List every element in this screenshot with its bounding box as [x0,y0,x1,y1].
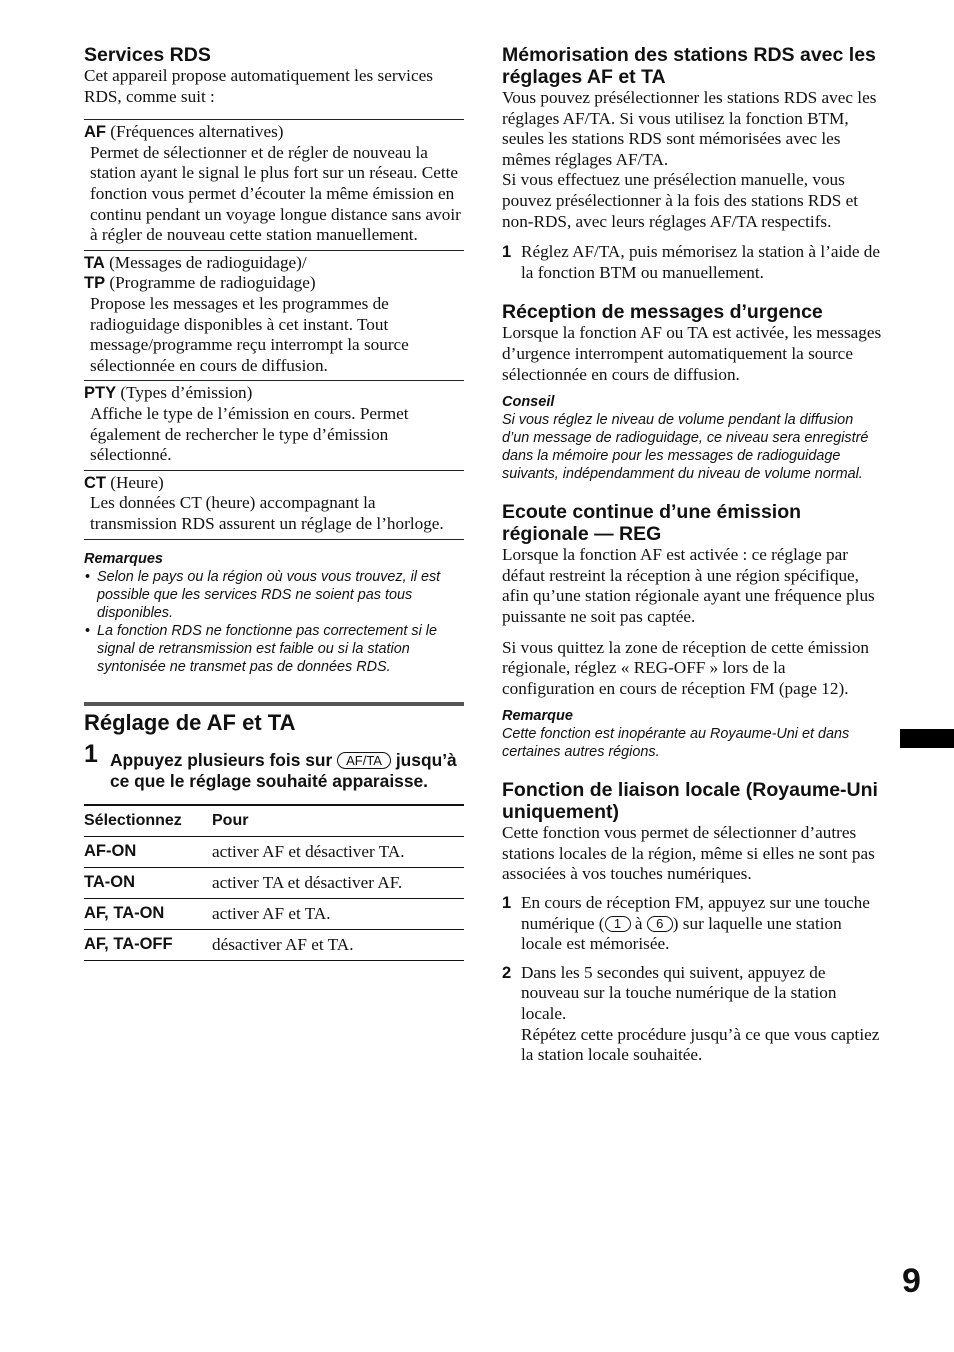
page-number: 9 [902,1262,920,1300]
table-cell-key: AF-ON [84,836,212,867]
reg-body-2: Si vous quittez la zone de réception de cette émission régionale, réglez « REG-OFF » lors de la configuration en cours de réception FM (page 12). [502,637,870,698]
remark-item: • Selon le pays ou la région où vous vous trouvez, il est possible que les services RDS ne soient pas tous disponibles. [84,568,464,622]
af-entry [84,119,464,246]
section-tab-marker [900,729,954,748]
reglage-step [84,740,464,792]
table-header: Sélectionnez [84,805,212,837]
tp-term-note: (Programme de radioguidage) [109,273,316,293]
table-cell-key: TA-ON [84,867,212,898]
table-cell-value: activer AF et désactiver TA. [212,836,464,867]
reglage-heading: Réglage de AF et TA [84,710,296,736]
ct-entry [84,470,464,535]
urgence-body: Lorsque la fonction AF ou TA est activée, les messages d’urgence interrompent automatiquement la source sélectionnée en cours de diffusion. [502,323,882,384]
memorisation-step [502,242,882,283]
remark-item: • La fonction RDS ne fonctionne pas correctement si le signal de retransmission est faible ou si la station syntonisée ne transmet pas de données RDS. [84,622,464,676]
step-text-post: jusqu’à ce que le réglage souhaité apparaisse. [110,750,457,792]
memorisation-heading: Mémorisation des stations RDS avec les réglages AF et TA [502,44,876,88]
memorisation-body: Vous pouvez présélectionner les stations RDS avec les réglages AF/TA. Si vous utilisez la fonction BTM, seules les stations RDS sont mémorisées avec les mêmes réglages AF/TA. [502,88,877,169]
ta-term-note: (Messages de radioguidage)/ [109,252,307,272]
ct-description: Les données CT (heure) accompagnant la transmission RDS assurent un réglage de l’horloge. [90,493,444,533]
af-term: AF [84,123,106,142]
settings-table [84,804,464,961]
table-row [84,898,464,929]
remarks-list [84,568,464,676]
af-term-note: (Fréquences alternatives) [110,122,284,142]
reglage-section [84,702,464,960]
pty-description: Affiche le type de l’émission en cours. Permet également de rechercher le type d’émission sélectionné. [90,403,409,465]
pty-term-note: (Types d’émission) [120,383,253,403]
tip-heading: Conseil [502,394,555,411]
reg-remark-text: Cette fonction est inopérante au Royaume-Uni et dans certaines autres régions. [502,726,850,761]
pty-term: PTY [84,384,117,403]
step-text: Dans les 5 secondes qui suivent, appuyez de nouveau sur la touche numérique de la station locale. [521,962,837,1024]
ct-term-note: (Heure) [110,472,164,492]
table-cell-value: désactiver AF et TA. [212,929,464,960]
step-text: Réglez AF/TA, puis mémorisez la station à l’aide de la fonction BTM ou manuellement. [521,242,880,282]
right-column [502,44,882,1066]
table-cell-key: AF, TA-OFF [84,929,212,960]
af-ta-key-icon: AF/TA [337,752,391,769]
services-rds-heading: Services RDS [84,44,211,66]
liaison-step-1 [502,893,882,955]
urgence-heading: Réception de messages d’urgence [502,301,823,324]
memorisation-body-2: Si vous effectuez une présélection manuelle, vous pouvez présélectionner à la fois des stations RDS et non-RDS, avec leurs réglages AF/TA respectifs. [502,170,859,231]
step-number: 1 [84,740,98,769]
pty-entry [84,380,464,465]
liaison-body: Cette fonction vous permet de sélectionner d’autres stations locales de la région, même si elles ne sont pas associées à vos touches numériques. [502,823,875,884]
reg-remark-heading: Remarque [502,708,573,725]
tp-term: TP [84,274,106,293]
reg-heading: Ecoute continue d’une émission régionale — REG [502,501,802,546]
step-text-continued: Répétez cette procédure jusqu’à ce que vous captiez la station locale souhaitée. [521,1024,880,1065]
step-text-mid: à [634,913,643,933]
table-cell-key: AF, TA-ON [84,898,212,929]
ta-term: TA [84,253,105,272]
table-row [84,929,464,960]
step-number: 1 [502,243,512,262]
number-key-6-icon: 6 [647,916,673,932]
step-number: 2 [502,963,512,982]
remarks-block [84,539,464,676]
left-column [84,44,464,961]
step-text-post: ) sur laquelle une station locale est mémorisée. [521,913,842,954]
services-rds-intro: Cet appareil propose automatiquement les services RDS, comme suit : [84,66,433,106]
reg-body: Lorsque la fonction AF est activée : ce réglage par défaut restreint la réception à une région spécifique, afin qu’une station régionale ayant une fréquence plus puissante ne soit pas captée. [502,545,875,626]
ta-tp-description: Propose les messages et les programmes de radioguidage disponibles à cet instant. Tout message/programme reçu interrompt la source sélectionnée en cours de diffusion. [90,293,409,375]
table-cell-value: activer TA et désactiver AF. [212,867,464,898]
remarks-heading: Remarques [84,551,163,568]
table-row [84,867,464,898]
table-header-row [84,805,464,837]
number-key-1-icon: 1 [605,916,631,932]
table-header: Pour [212,805,464,837]
ct-term: CT [84,473,106,492]
table-cell-value: activer AF et TA. [212,898,464,929]
step-text-pre: En cours de réception FM, appuyez sur une touche numérique ( [521,893,870,933]
af-description: Permet de sélectionner et de régler de nouveau la station ayant le signal le plus fort sur un réseau. Cette fonction vous permet d’écouter la même émission en continu pendant un voyage longue distance sans avoir à régler de nouveau cette station manuellement. [90,142,461,245]
step-text-pre: Appuyez plusieurs fois sur [110,750,333,771]
table-row [84,836,464,867]
step-number: 1 [502,894,512,913]
liaison-step-2 [502,963,882,1066]
tip-text: Si vous réglez le niveau de volume pendant la diffusion d’un message de radioguidage, ce niveau sera enregistré dans la mémoire pour les messages de radioguidage suivants, indépendamment du niveau de volume normal. [502,412,869,483]
liaison-heading: Fonction de liaison locale (Royaume-Uni uniquement) [502,779,878,824]
ta-tp-entry [84,250,464,377]
